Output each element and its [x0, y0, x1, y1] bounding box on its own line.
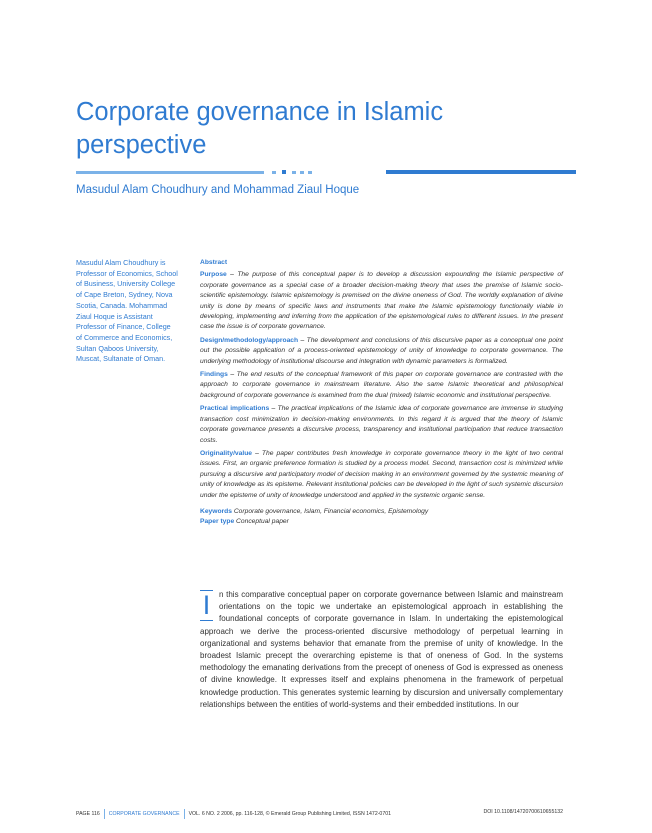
- abstract-section: [200, 370, 563, 401]
- abstract-section-label: Design/methodology/approach: [200, 336, 299, 344]
- abstract-section-label: Findings: [200, 371, 228, 379]
- title-rule-right: [386, 170, 576, 174]
- title-rule-square: [282, 170, 286, 174]
- paper-type-label: Paper type: [200, 518, 235, 526]
- title-rule-left: [76, 171, 264, 174]
- abstract-section-text: – The development and conclusions of this discursive paper as a conceptual one point out the possible application of a process-oriented epistemology of unity of knowledge to corporate governance. The underlying methodology of institutional discourse and integration with dynamic parameters is formalized.: [200, 336, 563, 365]
- abstract-section: [200, 449, 563, 501]
- drop-cap: I: [200, 590, 213, 621]
- keywords-label: Keywords: [200, 507, 232, 515]
- keywords: [200, 507, 563, 517]
- page-footer: [76, 809, 563, 819]
- footer-doi: DOI 10.1108/14720700610655132: [483, 809, 563, 815]
- title-rule-dot: [292, 171, 296, 174]
- author-affiliation: Masudul Alam Choudhury is Professor of Economics, School of Business, University College of Cape Breton, Sydney, Nova Scotia, Canada. Mohammad Ziaul Hoque is Assistant Professor of Finance, College of Commerce and Economics, Sultan Qaboos University, Muscat, Sultanate of Oman.: [76, 258, 178, 364]
- abstract-section: [200, 404, 563, 446]
- abstract-section-text: – The purpose of this conceptual paper is to develop a discussion expounding the Islamic perspective of corporate governance as a special case of a broader decision-making theory that uses the premise of Islamic socio-scientific epistemology. Islamic epistemology is premised on the divine oneness of God. The worldly explanation of divine unity is done by means of specific laws and instruments that make the Islamic epistemology functionally viable in developing, implementing and inferring from the application of the epistemological rules to different issues. In the present case the issue is of corporate governance.: [200, 271, 563, 331]
- paper-type: [200, 517, 563, 527]
- paper-type-text: Conceptual paper: [234, 518, 289, 526]
- abstract-section-text: – The end results of the conceptual framework of this paper on corporate governance are contrasted with the approach to corporate governance in mainstream literature. Also the same Islamic theoretical and philosophical background of corporate governance is examined from the dual (mixed) Islamic economic and institutional perspective.: [200, 371, 563, 399]
- authors: Masudul Alam Choudhury and Mohammad Ziaul Hoque: [76, 184, 360, 196]
- keywords-text: Corporate governance, Islam, Financial economics, Epistemology: [231, 507, 429, 515]
- abstract-section-text: – The paper contributes fresh knowledge in corporate governance theory in the light of two central issues. First, an organic preference formation is studied by a process model. Second, transaction cost is minimized while pursuing a discursive and participatory model of decision making in an environment governed by the systemic meaning of unity of knowledge as its episteme. Relevant institutional policies can be developed in the light of such systemic discursion under the episteme of unity of knowledge understood and applied in the systemic organic sense.: [200, 449, 563, 499]
- footer-journal: CORPORATE GOVERNANCE: [108, 811, 180, 818]
- abstract: [200, 258, 563, 528]
- abstract-section: [200, 336, 563, 367]
- abstract-section-label: Originality/value: [200, 449, 253, 457]
- footer-divider: [104, 809, 105, 819]
- footer-page: PAGE 116: [76, 811, 100, 818]
- title-rule-dot: [272, 171, 276, 174]
- footer-volume: VOL. 6 NO. 2 2006, pp. 116-128, © Emerald Group Publishing Limited, ISSN 1472-0701: [188, 811, 391, 818]
- abstract-section: [200, 270, 563, 332]
- article-title: Corporate governance in Islamic perspective: [76, 98, 444, 159]
- abstract-section-label: Practical implications: [200, 405, 270, 413]
- footer-divider: [184, 809, 185, 819]
- abstract-heading: Abstract: [200, 259, 228, 266]
- abstract-section-text: – The practical implications of the Islamic idea of corporate governance are immense in studying transaction cost minimization in decision-making environments. In this regard it is argued that the theory of Islamic corporate governance presents a discursive process, transparency and institutional participation that reduce transaction costs.: [200, 405, 563, 444]
- body-paragraph: [200, 589, 563, 711]
- body-text: n this comparative conceptual paper on corporate governance between Islamic and mainstream orientations on the topic we undertake an epistemological approach in establishing the foundational concepts of corporate governance in Islam. In undertaking the epistemological approach we derive the process-oriented discursive methodology of perpetual learning in organizational and systems behavior that emanate from the premise of unity of knowledge. In the broadest Islamic precept the overarching episteme is that of oneness of God. In the systems methodology the emanating derivations from the precept of oneness of God is expressed as oneness of divine knowledge. It expresses itself and explains phenomena in the framework of perpetual knowledge production. This generates systemic learning by discursion and universally complementary relationships between the entities of world-systems and their embedded institutions. In our: [200, 590, 563, 709]
- title-rule-dot: [300, 171, 304, 174]
- abstract-section-label: Purpose: [200, 271, 227, 279]
- title-rule-dot: [308, 171, 312, 174]
